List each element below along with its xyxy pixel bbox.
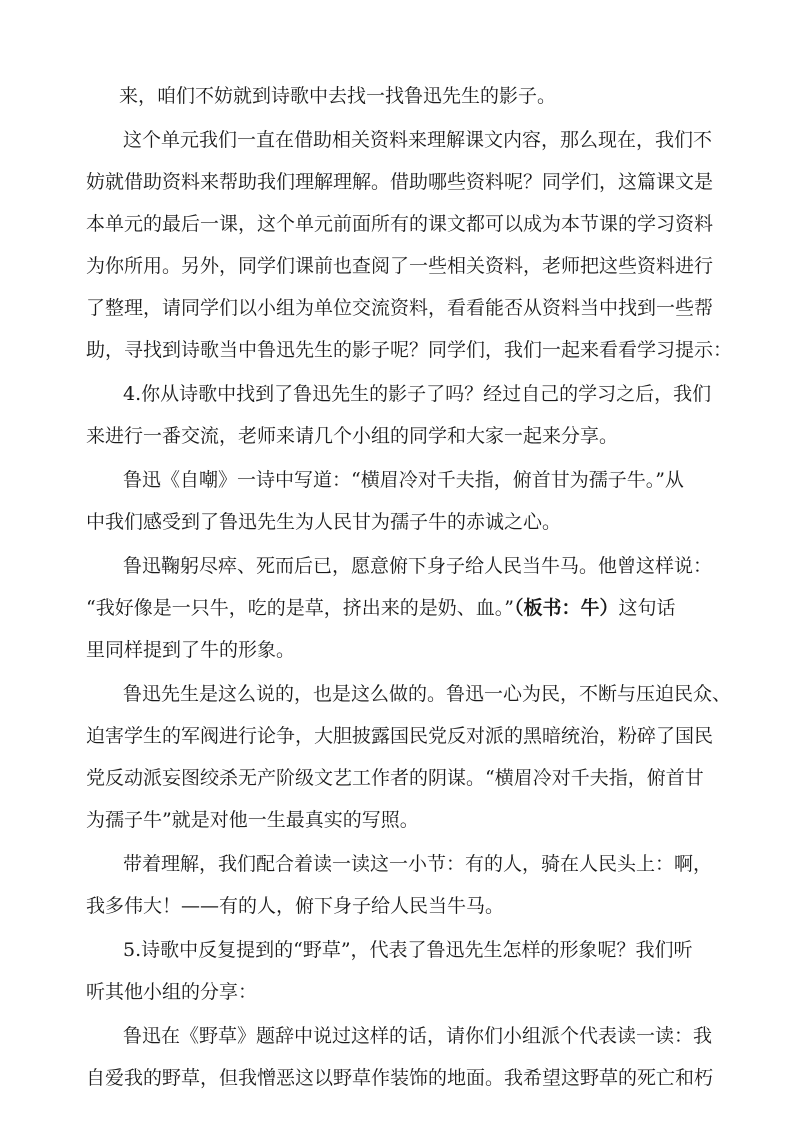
- paragraph-line: 我多伟大！——有的人，俯下身子给人民当牛马。: [86, 895, 505, 917]
- paragraph-line: 4.你从诗歌中找到了鲁迅先生的影子了吗？经过自己的学习之后，我们: [123, 383, 712, 405]
- paragraph-line: 助，寻找到诗歌当中鲁迅先生的影子呢？同学们，我们一起来看看学习提示：: [86, 339, 733, 361]
- paragraph-line: 党反动派妄图绞杀无产阶级文艺工作者的阴谋。“横眉冷对千夫指，俯首甘: [86, 767, 704, 789]
- paragraph-line: 鲁迅在《野草》题辞中说过这样的话，请你们小组派个代表读一读：我: [123, 1025, 713, 1047]
- board-note: （板书：牛）: [513, 597, 619, 619]
- paragraph-line: 自爱我的野草，但我憎恶这以野草作装饰的地面。我希望这野草的死亡和朽: [86, 1067, 714, 1089]
- quote-text: “我好像是一只牛，吃的是草，挤出来的是奶、血。”: [86, 597, 514, 619]
- paragraph-line: 里同样提到了牛的形象。: [86, 639, 296, 661]
- paragraph-line: [86, 590, 793, 626]
- paragraph-line: 迫害学生的军阀进行论争，大胆披露国民党反对派的黑暗统治，粉碎了国民: [86, 725, 714, 747]
- paragraph-line: 5.诗歌中反复提到的“野草”，代表了鲁迅先生怎样的形象呢？我们听: [123, 939, 693, 961]
- paragraph-line: 带着理解，我们配合着读一读这一小节：有的人，骑在人民头上：啊，: [123, 853, 713, 875]
- paragraph-line: 了整理，请同学们以小组为单位交流资料，看看能否从资料当中找到一些帮: [86, 297, 714, 319]
- paragraph-line: 听其他小组的分享：: [86, 981, 258, 1003]
- paragraph-line: 妨就借助资料来帮助我们理解理解。借助哪些资料呢？同学们，这篇课文是: [86, 171, 714, 193]
- paragraph-line: 这个单元我们一直在借助相关资料来理解课文内容，那么现在，我们不: [123, 129, 713, 151]
- paragraph-line: 本单元的最后一课，这个单元前面所有的课文都可以成为本节课的学习资料: [86, 213, 714, 235]
- paragraph-line: 鲁迅先生是这么说的，也是这么做的。鲁迅一心为民，不断与压迫民众、: [123, 683, 732, 705]
- paragraph-line: 鲁迅鞠躬尽瘁、死而后已，愿意俯下身子给人民当牛马。他曾这样说：: [123, 555, 713, 577]
- paragraph-line: 来进行一番交流，老师来请几个小组的同学和大家一起来分享。: [86, 425, 619, 447]
- paragraph-line: 为孺子牛”就是对他一生最真实的写照。: [86, 809, 419, 831]
- paragraph-line: 来，咱们不妨就到诗歌中去找一找鲁迅先生的影子。: [119, 85, 557, 107]
- paragraph-line: 中我们感受到了鲁迅先生为人民甘为孺子牛的赤诚之心。: [86, 511, 562, 533]
- paragraph-line: 鲁迅《自嘲》一诗中写道：“横眉冷对千夫指，俯首甘为孺子牛。”从: [123, 469, 684, 491]
- quote-tail: 这句话: [618, 597, 676, 619]
- paragraph-line: 为你所用。另外，同学们课前也查阅了一些相关资料，老师把这些资料进行: [86, 255, 714, 277]
